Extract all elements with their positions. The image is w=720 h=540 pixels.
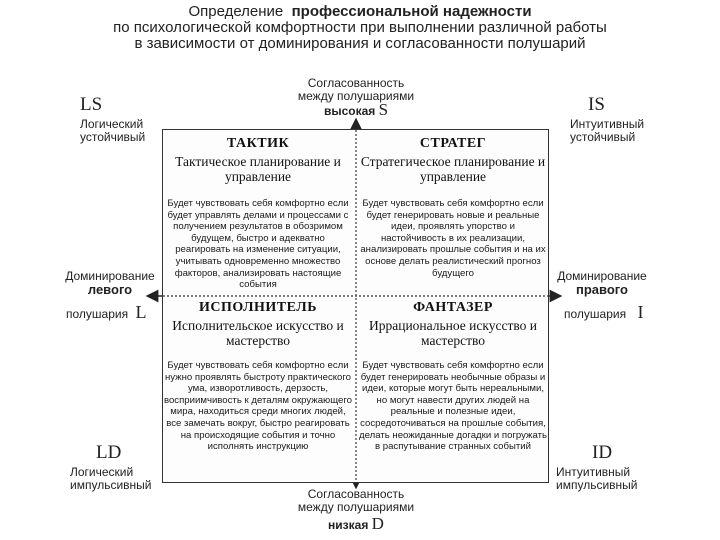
title-line2: по психологической комфортности при выполнении различной работы bbox=[113, 19, 607, 36]
executor-description: Будет чувствовать себя комфортно если нужно проявлять быстроту практического ума, изворотливость, дерзость, восприимчивость к деталям окружающего мира, находиться среди многих людей, все замечать вокруг, быстро реагировать на происходящие события и точно исполнять инструкцию bbox=[163, 360, 352, 453]
tactic-subtitle: Тактическое планирование и управление bbox=[175, 154, 341, 184]
tactic-heading: ТАКТИК bbox=[226, 136, 290, 151]
corner-ls: LS Логический устойчивый bbox=[80, 94, 146, 144]
right-axis-label-line3: полушария I bbox=[564, 302, 644, 322]
top-axis-level: высокая bbox=[323, 104, 376, 118]
left-axis-letter: L bbox=[135, 302, 147, 322]
bottom-axis-letter: D bbox=[371, 514, 384, 533]
strategist-description: Будет чувствовать себя комфортно если будет генерировать новые и реальные идеи, проявлять упорство и настойчивость в их реализации, анализировать прошлые события и на их основе делать реалистический прогноз будущего bbox=[360, 198, 546, 279]
bottom-axis-level: низкая bbox=[328, 518, 369, 532]
quadrant-strategist bbox=[358, 136, 548, 279]
title-line1-a: Определение bbox=[188, 3, 284, 20]
tactic-description: Будет чувствовать себя комфортно если будет управлять делами и процессами с получением результатов в обозримом будущем, быстро и адекватно реагировать на изменение ситуации, учитывать одновременно множество факторов, анализировать настоящие события bbox=[167, 198, 349, 291]
executor-heading: ИСПОЛНИТЕЛЬ bbox=[199, 300, 317, 315]
title-line3: в зависимости от доминирования и согласованности полушарий bbox=[134, 35, 586, 52]
quadrant-tactic bbox=[163, 136, 353, 291]
dreamer-subtitle: Иррациональное искусство и мастерство bbox=[368, 318, 538, 348]
corner-id: ID Интуитивный импульсивный bbox=[556, 442, 638, 492]
left-axis-label-line3: полушария L bbox=[66, 302, 147, 322]
top-axis-letter: S bbox=[378, 100, 389, 119]
right-axis-label: Доминирование правого bbox=[557, 269, 647, 297]
dreamer-description: Будет чувствовать себя комфортно если будет генерировать необычные образы и идеи, которые могут быть нереальными, но могут навести других людей на реальные и полезные идеи, сосредоточиваться на прошлые события, делать неожиданные догадки и погружать в распутывание странных событий bbox=[359, 360, 547, 453]
title-line1-b: профессиональной надежности bbox=[291, 3, 532, 20]
dreamer-heading: ФАНТАЗЕР bbox=[413, 300, 493, 315]
executor-subtitle: Исполнительское искусство и мастерство bbox=[172, 318, 344, 348]
corner-is: IS Интуитивный устойчивый bbox=[570, 94, 645, 144]
strategist-heading: СТРАТЕГ bbox=[419, 136, 487, 151]
left-axis-label: Доминирование левого bbox=[65, 269, 155, 297]
strategist-subtitle: Стратегическое планирование и управление bbox=[360, 154, 546, 184]
quadrant-dreamer bbox=[358, 300, 548, 453]
bottom-axis-label: Согласованность между полушариями низкая D bbox=[297, 487, 415, 533]
top-axis-label: Согласованность между полушариями высокая S bbox=[297, 76, 415, 119]
corner-ld: LD Логический импульсивный bbox=[70, 442, 152, 492]
quadrant-executor bbox=[163, 300, 353, 453]
right-axis-letter: I bbox=[637, 302, 644, 322]
